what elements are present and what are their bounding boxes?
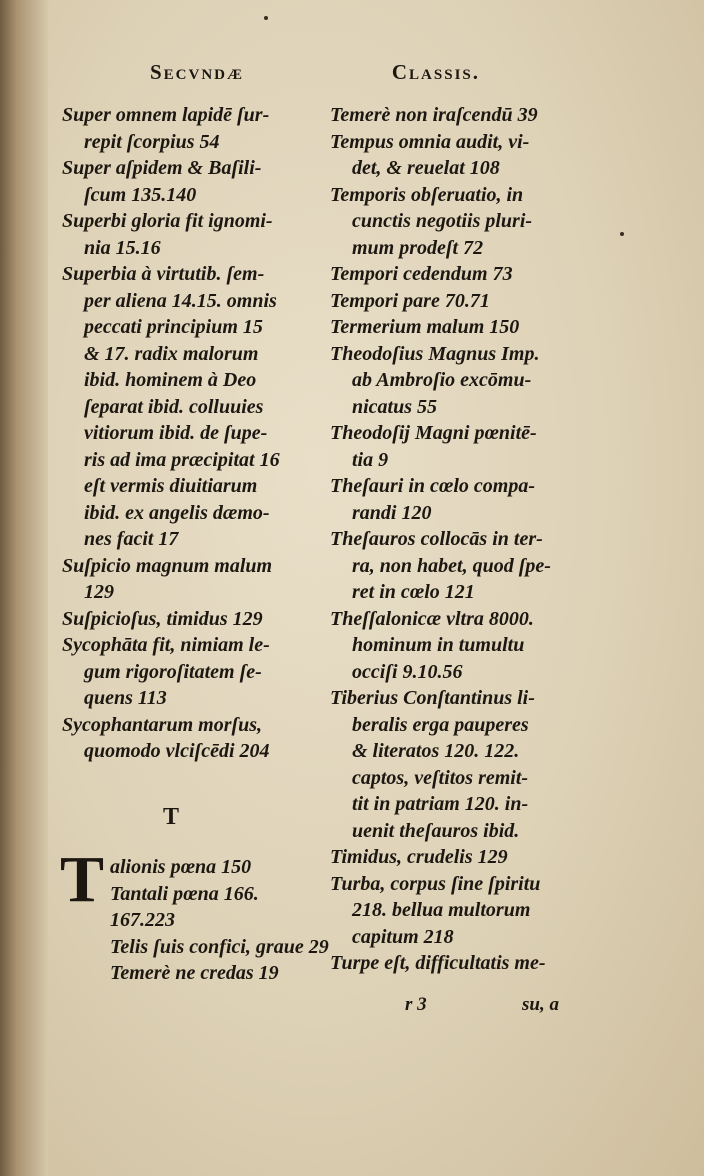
index-entry xyxy=(62,261,302,553)
index-entry-line: Turpe eſt, difficultatis me- xyxy=(330,952,546,974)
index-entry-line: Sycophantarum morſus, xyxy=(62,713,263,736)
index-entry-line: Superbi gloria fit ignomi- xyxy=(62,210,273,232)
index-entry-line: ret in cœlo 121 xyxy=(352,581,475,603)
paper-speck xyxy=(620,232,624,236)
index-entry xyxy=(330,473,570,526)
index-entry-line: 129 xyxy=(84,581,114,603)
index-entry-line: Superbia à virtutib. ſem- xyxy=(62,263,265,285)
drop-cap: T xyxy=(60,843,105,916)
index-entry-line: 218. bellua multorum xyxy=(352,899,531,921)
index-entry xyxy=(330,871,570,951)
index-entry xyxy=(110,934,329,961)
index-entry-line: gum rigoroſitatem ſe- xyxy=(84,660,262,683)
index-entry-line: Temerè ne credas 19 xyxy=(110,962,279,984)
index-entry xyxy=(330,314,570,341)
index-entry-line: Theodoſij Magni pœnitē- xyxy=(330,422,537,444)
catchword: su, a xyxy=(522,994,559,1015)
section-letter: T xyxy=(163,804,180,830)
index-entry-line: tia 9 xyxy=(352,448,389,471)
index-entry-line: Super omnem lapidē ſur- xyxy=(62,104,270,126)
index-entry-line: eſt vermis diuitiarum xyxy=(84,475,258,497)
running-header xyxy=(150,60,480,85)
index-entry xyxy=(330,129,570,182)
index-entry xyxy=(330,844,570,871)
index-entry-line: Tantali pœna 166. xyxy=(110,882,259,905)
index-entry-line: nes facit 17 xyxy=(84,528,179,550)
header-right: Classis. xyxy=(391,60,480,84)
index-entry-line: & 17. radix malorum xyxy=(84,342,259,365)
index-entry-line: hominum in tumultu xyxy=(352,634,525,656)
index-entry-line: Suſpicio magnum malum xyxy=(62,554,273,577)
index-entry-line: uenit theſauros ibid. xyxy=(352,819,520,842)
index-entry-line: repit ſcorpius 54 xyxy=(84,130,220,153)
signature-mark: r 3 xyxy=(405,994,427,1015)
index-entry-line: Theſauri in cœlo compa- xyxy=(330,475,535,497)
index-entry xyxy=(62,712,302,765)
index-entry-line: Suſpicioſus, timidus 129 xyxy=(62,607,263,630)
index-entry-line: tit in patriam 120. in- xyxy=(352,793,529,815)
index-entry xyxy=(110,854,302,881)
index-entry xyxy=(330,288,570,315)
index-entry xyxy=(330,606,570,686)
index-entry-line: mum prodeſt 72 xyxy=(352,236,484,259)
index-entry-line: ſeparat ibid. colluuies xyxy=(84,395,264,418)
index-entry xyxy=(62,606,302,633)
index-entry-line: Theſſalonicæ vltra 8000. xyxy=(330,607,534,630)
index-entry-line: quomodo vlciſcēdi 204 xyxy=(84,740,270,762)
index-entry-line: ra, non habet, quod ſpe- xyxy=(352,554,551,577)
index-entry-line: ibid. ex angelis dæmo- xyxy=(84,501,270,524)
index-entry-line: Tiberius Conſtantinus li- xyxy=(330,687,535,709)
index-entry xyxy=(330,261,570,288)
index-entry xyxy=(330,182,570,262)
index-entry-line: 167.223 xyxy=(110,909,175,931)
index-entry-line: Turba, corpus ſine ſpiritu xyxy=(330,872,541,895)
index-entry-line: per aliena 14.15. omnis xyxy=(84,289,277,312)
index-entry-line: nicatus 55 xyxy=(352,395,438,418)
index-entry xyxy=(330,950,570,977)
index-column-left-after-letter xyxy=(110,854,329,987)
index-entry-line: Tempus omnia audit, vi- xyxy=(330,130,530,153)
index-entry-line: det, & reuelat 108 xyxy=(352,157,500,179)
index-entry-line: ab Ambroſio excōmu- xyxy=(352,369,532,391)
index-entry-line: Termerium malum 150 xyxy=(330,316,520,338)
index-entry xyxy=(62,102,302,155)
index-entry xyxy=(62,155,302,208)
index-entry xyxy=(110,881,302,908)
index-entry-line: occiſi 9.10.56 xyxy=(352,660,463,683)
index-entry-line: peccati principium 15 xyxy=(84,316,263,338)
index-entry-line: Temerè non iraſcendū 39 xyxy=(330,104,538,126)
index-entry-line: Theſauros collocās in ter- xyxy=(330,528,543,550)
index-entry-line: ris ad ima præcipitat 16 xyxy=(84,448,280,471)
index-column-left xyxy=(62,102,302,765)
index-entry-line: capitum 218 xyxy=(352,925,454,948)
index-entry xyxy=(110,960,302,987)
index-entry-line: ſcum 135.140 xyxy=(84,183,197,206)
index-entry-line: Temporis obſeruatio, in xyxy=(330,183,524,206)
index-entry xyxy=(330,420,570,473)
index-entry-line: quens 113 xyxy=(84,687,167,709)
index-entry-line: Telis ſuis confici, graue 29 xyxy=(110,935,329,958)
index-column-right xyxy=(330,102,570,977)
paper-speck xyxy=(264,16,268,20)
book-gutter-shadow xyxy=(0,0,48,1176)
index-entry xyxy=(62,208,302,261)
index-entry-line: Timidus, crudelis 129 xyxy=(330,846,508,868)
index-entry-line: Theodoſius Magnus Imp. xyxy=(330,342,540,365)
index-entry xyxy=(62,632,302,712)
index-entry-line: nia 15.16 xyxy=(84,236,161,259)
index-entry xyxy=(330,526,570,606)
index-entry-line: Tempori pare 70.71 xyxy=(330,289,490,312)
index-entry-line: alionis pœna 150 xyxy=(110,856,252,878)
index-entry-line: randi 120 xyxy=(352,501,432,524)
index-entry-line: vitiorum ibid. de ſupe- xyxy=(84,422,268,444)
index-entry-line: Super aſpidem & Baſili- xyxy=(62,157,262,179)
index-entry xyxy=(330,341,570,421)
index-entry xyxy=(62,553,302,606)
header-left: Secvndæ xyxy=(150,60,245,84)
index-entry xyxy=(330,102,570,129)
index-entry-line: ibid. hominem à Deo xyxy=(84,369,257,391)
index-entry xyxy=(330,685,570,844)
index-entry-line: beralis erga pauperes xyxy=(352,713,529,736)
index-entry-line: Tempori cedendum 73 xyxy=(330,263,513,285)
index-entry xyxy=(110,907,302,934)
index-entry-line: captos, veſtitos remit- xyxy=(352,766,529,789)
index-entry-line: & literatos 120. 122. xyxy=(352,740,520,762)
index-entry-line: Sycophāta fit, nimiam le- xyxy=(62,634,270,656)
index-entry-line: cunctis negotiis pluri- xyxy=(352,210,533,232)
